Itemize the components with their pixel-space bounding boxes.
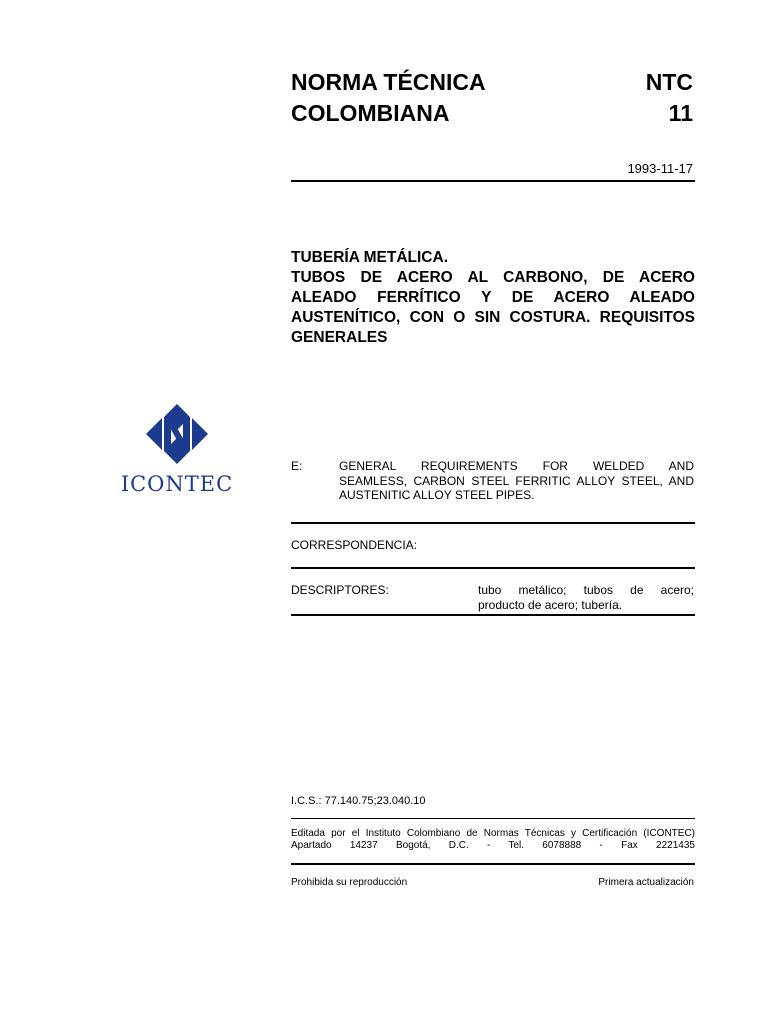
descriptores-label: DESCRIPTORES: xyxy=(291,583,389,597)
english-line-1: GENERAL REQUIREMENTS FOR WELDED AND xyxy=(339,459,694,473)
code-line-2: 11 xyxy=(668,100,693,126)
footer-reproduction: Prohibida su reproducción xyxy=(291,877,408,888)
heading-line-3: ALEADO FERRÍTICO Y DE ACERO ALEADO xyxy=(291,289,695,306)
divider-ics xyxy=(291,818,695,819)
edition-info xyxy=(291,828,695,851)
heading-line-4: AUSTENÍTICO, CON O SIN COSTURA. REQUISITOS xyxy=(291,309,695,326)
heading-line-1: TUBERÍA METÁLICA. xyxy=(291,249,448,266)
english-title xyxy=(339,459,694,503)
heading-line-2: TUBOS DE ACERO AL CARBONO, DE ACERO xyxy=(291,269,695,286)
edition-line-1: Editada por el Instituto Colombiano de Normas Técnicas y Certificación (ICONTEC) xyxy=(291,828,695,839)
descriptores-line-1: tubo metálico; tubos de acero; xyxy=(478,583,694,597)
divider-edition xyxy=(291,863,695,865)
divider-descriptores xyxy=(291,614,695,616)
document-code xyxy=(573,67,693,129)
correspondencia-label: CORRESPONDENCIA: xyxy=(291,538,418,552)
divider-top xyxy=(291,180,695,182)
logo-wordmark: ICONTEC xyxy=(120,472,234,496)
english-line-3: AUSTENITIC ALLOY STEEL PIPES. xyxy=(339,488,535,502)
icontec-logo xyxy=(118,402,236,502)
publication-date: 1993-11-17 xyxy=(627,161,693,176)
footer-update: Primera actualización xyxy=(598,877,694,888)
divider-english xyxy=(291,522,695,524)
edition-line-2: Apartado 14237 Bogotá, D.C. - Tel. 6078888 - Fax 2221435 xyxy=(291,839,695,851)
ics-code: I.C.S.: 77.140.75;23.040.10 xyxy=(291,795,426,807)
title-line-1: NORMA TÉCNICA xyxy=(291,69,486,95)
code-line-1: NTC xyxy=(645,69,693,95)
document-title xyxy=(291,67,551,129)
standard-heading xyxy=(291,248,695,348)
title-line-2: COLOMBIANA xyxy=(291,100,450,126)
heading-line-5: GENERALES xyxy=(291,329,388,346)
descriptores-line-2: producto de acero; tubería. xyxy=(478,598,623,612)
english-label: E: xyxy=(291,459,303,473)
divider-correspondencia xyxy=(291,567,695,569)
english-line-2: SEAMLESS, CARBON STEEL FERRITIC ALLOY STEEL, AND xyxy=(339,473,694,488)
descriptores-value xyxy=(478,583,694,613)
